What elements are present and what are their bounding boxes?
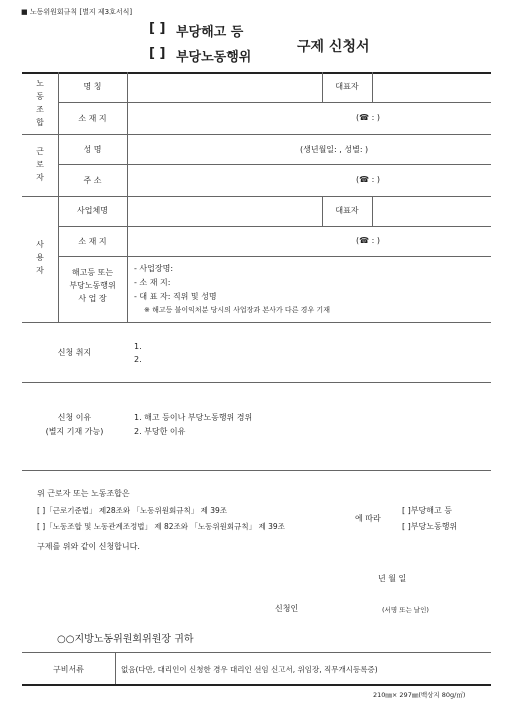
- paper-spec: 210㎜× 297㎜(백상지 80g/㎡): [373, 691, 466, 699]
- purpose-line[interactable]: 1.: [134, 342, 142, 351]
- worker-dob-gender[interactable]: (생년월일: , 성별: ): [300, 145, 369, 154]
- section-label-employer: 사 용 자: [36, 240, 44, 275]
- title-unfair-dismissal: 부당해고 등: [176, 25, 244, 40]
- purpose-label: 신청 취지: [57, 348, 92, 357]
- addressee: ○○지방노동위원회위원장 귀하: [57, 634, 194, 645]
- reason-label: 신청 이유: [57, 413, 92, 422]
- workplace-label: 해고등 또는 부당노동행위 사 업 장: [69, 268, 116, 303]
- employer-rep-field[interactable]: [373, 197, 490, 225]
- section-label-union: 노 동 조 합: [36, 79, 44, 127]
- reason-line[interactable]: 1. 해고 등이나 부당노동행위 경위: [134, 413, 253, 422]
- page-title: 구제 신청서: [297, 39, 370, 55]
- employer-rep-label: 대표자: [335, 206, 359, 215]
- union-name-field[interactable]: [128, 73, 321, 101]
- request-option-dismissal[interactable]: [ ]부당해고 등: [402, 506, 452, 515]
- attachments-text: 없음(다만, 대리인이 신청한 경우 대리인 선임 신고서, 위임장, 직무개시등록증): [121, 665, 378, 674]
- checkbox-unfair-dismissal[interactable]: [ ]: [149, 21, 166, 36]
- declaration-intro: 위 근로자 또는 노동조합은: [37, 489, 130, 498]
- declaration-request: 구제를 위와 같이 신청합니다.: [37, 542, 140, 551]
- worker-address-label: 주 소: [83, 176, 102, 185]
- date-field[interactable]: 년 월 일: [378, 574, 407, 583]
- reason-line[interactable]: 2. 부당한 이유: [134, 427, 186, 436]
- union-rep-field[interactable]: [373, 73, 490, 101]
- attachments-label: 구비서류: [53, 665, 84, 674]
- union-name-label: 명 칭: [83, 82, 102, 91]
- union-rep-label: 대표자: [335, 82, 359, 91]
- union-address-label: 소 재 지: [78, 114, 107, 123]
- title-unfair-labor-practice: 부당노동행위: [176, 50, 252, 65]
- worker-phone[interactable]: (☎ : ): [356, 175, 380, 184]
- workplace-line: - 사업장명:: [134, 264, 174, 273]
- form-reference: ■ 노동위원회규칙 [별지 제3호서식]: [21, 8, 133, 16]
- checkbox-unfair-labor-practice[interactable]: [ ]: [149, 46, 166, 61]
- employer-biz-field[interactable]: [128, 197, 321, 225]
- workplace-note: ※ 해고등 불이익처분 당시의 사업장과 본사가 다른 경우 기재: [144, 306, 330, 314]
- reason-sublabel: (별지 기재 가능): [45, 427, 104, 436]
- request-option-labor-practice[interactable]: [ ]부당노동행위: [402, 522, 458, 531]
- according-to: 에 따라: [355, 514, 381, 523]
- employer-biz-label: 사업체명: [77, 206, 108, 215]
- section-label-worker: 근 로 자: [36, 147, 44, 182]
- purpose-line[interactable]: 2.: [134, 355, 142, 364]
- worker-name-label: 성 명: [83, 145, 102, 154]
- union-phone[interactable]: (☎ : ): [356, 113, 380, 122]
- law-option-labor-standards[interactable]: [ ]「근로기준법」 제28조와 「노동위원회규칙」 제 39조: [37, 506, 228, 515]
- employer-phone[interactable]: (☎ : ): [356, 236, 380, 245]
- employer-address-label: 소 재 지: [78, 237, 107, 246]
- applicant-label: 신청인: [275, 604, 299, 613]
- workplace-line: - 소 재 지:: [134, 278, 171, 287]
- law-option-trade-union[interactable]: [ ]「노동조합 및 노동관계조정법」 제 82조와 「노동위원회규칙」 제 39조: [37, 522, 285, 531]
- signature-field[interactable]: (서명 또는 날인): [382, 606, 429, 614]
- workplace-line: - 대 표 자: 직위 및 성명: [134, 292, 217, 301]
